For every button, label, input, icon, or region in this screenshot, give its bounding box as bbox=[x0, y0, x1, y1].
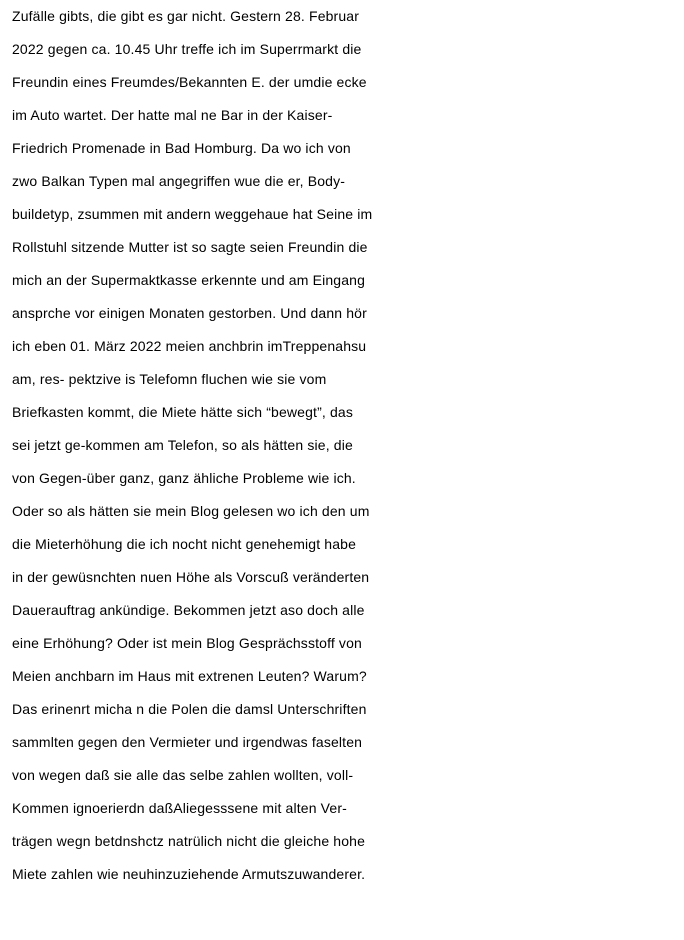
text-line: buildetyp, zsummen mit andern weggehaue hat Seine im bbox=[12, 206, 373, 222]
text-line: eine Erhöhung? Oder ist mein Blog Gesprächsstoff von bbox=[12, 635, 362, 651]
text-line: sammlten gegen den Vermieter und irgendwas faselten bbox=[12, 734, 363, 750]
text-line: die Mieterhöhung die ich nocht nicht genehemigt habe bbox=[12, 536, 357, 552]
text-line: Miete zahlen wie neuhinzuziehende Armutszuwanderer. bbox=[12, 866, 366, 882]
text-line: mich an der Supermaktkasse erkennte und am Eingang bbox=[12, 272, 366, 288]
text-line: Freundin eines Freumdes/Bekannten E. der umdie ecke bbox=[12, 74, 367, 90]
text-line: Zufälle gibts, die gibt es gar nicht. Gestern 28. Februar bbox=[12, 8, 360, 24]
text-line: Friedrich Promenade in Bad Homburg. Da wo ich von bbox=[12, 140, 351, 156]
text-line: Briefkasten kommt, die Miete hätte sich “bewegt”, das bbox=[12, 404, 353, 420]
text-line: Kommen ignoerierdn daßAliegesssene mit alten Ver- bbox=[12, 800, 347, 816]
text-line: Rollstuhl sitzende Mutter ist so sagte seien Freundin die bbox=[12, 239, 368, 255]
text-line: von wegen daß sie alle das selbe zahlen wollten, voll- bbox=[12, 767, 354, 783]
text-line: ansprche vor einigen Monaten gestorben. Und dann hör bbox=[12, 305, 367, 321]
text-line: im Auto wartet. Der hatte mal ne Bar in der Kaiser- bbox=[12, 107, 333, 123]
text-line: sei jetzt ge-kommen am Telefon, so als hätten sie, die bbox=[12, 437, 353, 453]
text-line: zwo Balkan Typen mal angegriffen wue die er, Body- bbox=[12, 173, 346, 189]
text-line: Meien anchbarn im Haus mit extrenen Leuten? Warum? bbox=[12, 668, 367, 684]
body-text bbox=[12, 0, 684, 891]
text-line: trägen wegn betdnshctz natrülich nicht die gleiche hohe bbox=[12, 833, 366, 849]
text-line: am, res- pektzive is Telefomn fluchen wie sie vom bbox=[12, 371, 327, 387]
text-line: von Gegen-über ganz, ganz ähliche Probleme wie ich. bbox=[12, 470, 356, 486]
text-line: Dauerauftrag ankündige. Bekommen jetzt aso doch alle bbox=[12, 602, 365, 618]
text-line: 2022 gegen ca. 10.45 Uhr treffe ich im Superrmarkt die bbox=[12, 41, 362, 57]
text-line: ich eben 01. März 2022 meien anchbrin imTreppenahsu bbox=[12, 338, 367, 354]
text-line: Das erinenrt micha n die Polen die damsl Unterschriften bbox=[12, 701, 367, 717]
text-line: Oder so als hätten sie mein Blog gelesen wo ich den um bbox=[12, 503, 370, 519]
text-line: in der gewüsnchten nuen Höhe als Vorscuß veränderten bbox=[12, 569, 370, 585]
